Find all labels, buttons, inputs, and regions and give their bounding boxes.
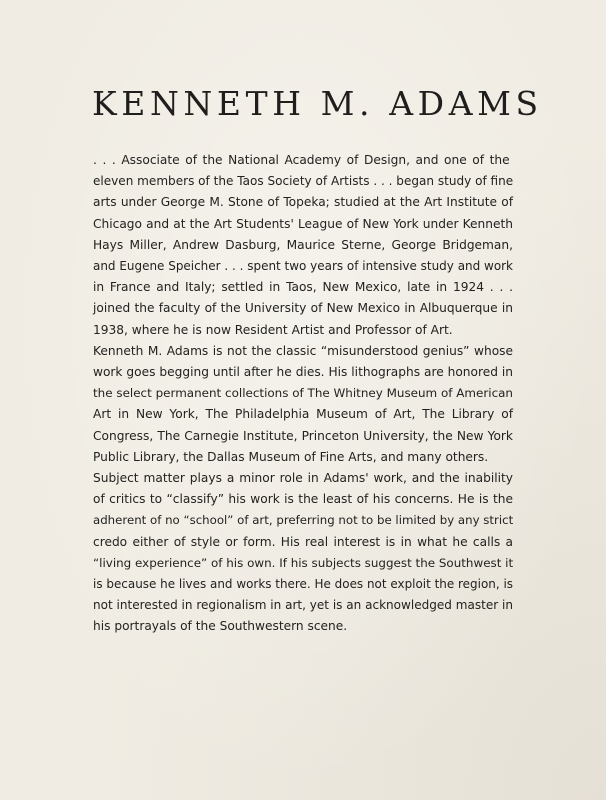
paragraph-collections (93, 341, 513, 468)
text-line: Subject matter plays a minor role in Adams' work, and the inability (93, 471, 513, 486)
text-line: in France and Italy; settled in Taos, New Mexico, late in 1924 . . . (93, 280, 513, 295)
page-title: KENNETH M. ADAMS (92, 84, 543, 123)
text-line: and Eugene Speicher . . . spent two years of intensive study and work (93, 259, 513, 274)
text-line: Congress, The Carnegie Institute, Princeton University, the New York (93, 428, 513, 443)
text-line: Chicago and at the Art Students' League of New York under Kenneth (93, 216, 513, 231)
paragraph-subject-matter (93, 468, 513, 638)
text-line: is because he lives and works there. He does not exploit the region, is (93, 577, 513, 592)
text-line: Kenneth M. Adams is not the classic “misunderstood genius” whose (93, 343, 513, 358)
text-line: Art in New York, The Philadelphia Museum of Art, The Library of (93, 407, 513, 422)
text-line: eleven members of the Taos Society of Artists . . . began study of fine (93, 174, 514, 189)
text-line: Hays Miller, Andrew Dasburg, Maurice Sterne, George Bridgeman, (93, 237, 513, 252)
text-line: joined the faculty of the University of New Mexico in Albuquerque in (93, 301, 513, 316)
text-line: arts under George M. Stone of Topeka; studied at the Art Institute of (93, 195, 513, 210)
text-line: not interested in regionalism in art, yet is an acknowledged master in (93, 598, 513, 613)
text-line: of critics to “classify” his work is the least of his concerns. He is the (93, 492, 513, 507)
document-body (93, 150, 513, 638)
text-line: work goes begging until after he dies. His lithographs are honored in (93, 365, 513, 380)
text-line: the select permanent collections of The Whitney Museum of American (93, 386, 513, 401)
paragraph-biography (93, 150, 513, 341)
text-line: credo either of style or form. His real interest is in what he calls a (93, 534, 513, 549)
text-line: “living experience” of his own. If his subjects suggest the Southwest it (93, 555, 514, 570)
text-line: Public Library, the Dallas Museum of Fine Arts, and many others. (93, 449, 489, 464)
text-line: adherent of no “school” of art, preferring not to be limited by any strict (93, 513, 514, 528)
text-line: . . . Associate of the National Academy of Design, and one of the (93, 153, 510, 167)
text-line: his portrayals of the Southwestern scene. (93, 619, 348, 634)
text-line: 1938, where he is now Resident Artist and Professor of Art. (93, 322, 453, 337)
